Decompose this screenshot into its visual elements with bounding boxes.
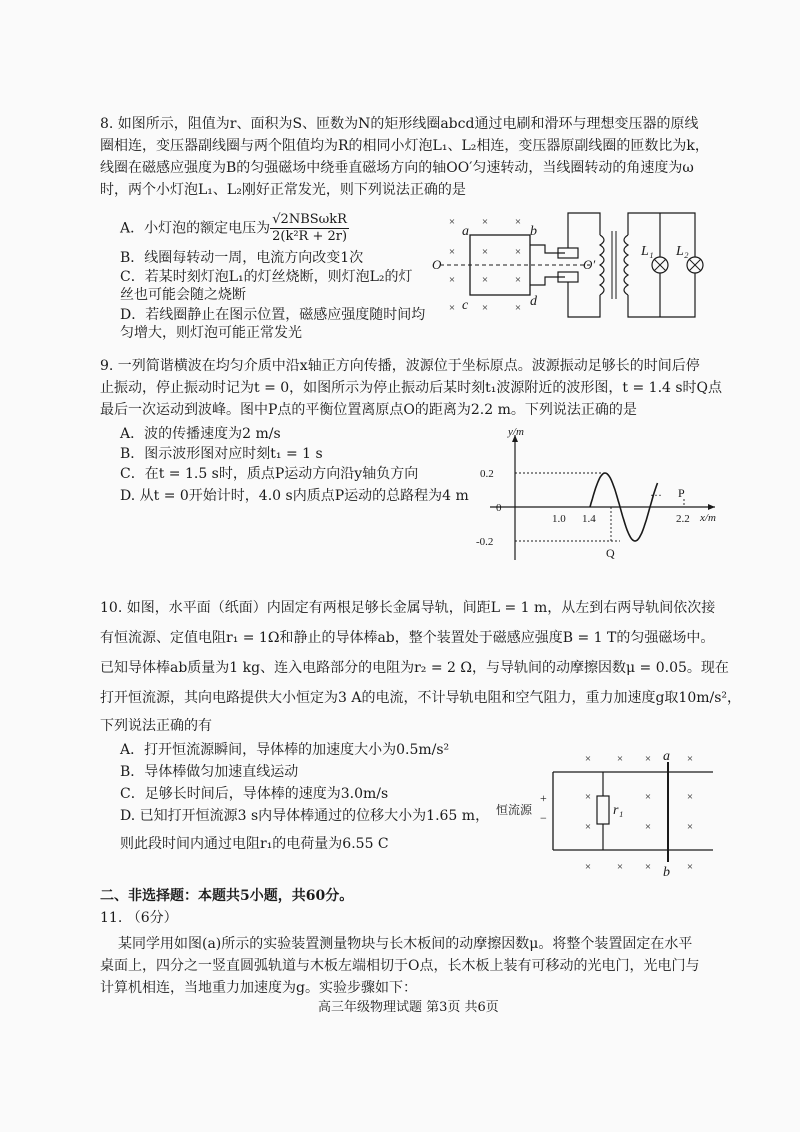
q10-label-r1: r₁ (613, 803, 624, 818)
field-cross: × (616, 861, 624, 873)
q8-stem-line-1: 8. 如图所示，阻值为r、面积为S、匝数为N的矩形线圈abcd通过电刷和滑环与理想变压器的原线 (100, 116, 699, 132)
q10-plus: + (540, 791, 547, 805)
q8-stem-line-3: 线圈在磁感应强度为B的匀强磁场中绕垂直磁场方向的轴OO′匀速转动，当线圈转动的角速度为ω (100, 160, 694, 176)
q10-option-a: A．打开恒流源瞬间，导体棒的加速度大小为0.5m/s² (120, 742, 450, 758)
section-2-heading: 二、非选择题：本题共5小题，共60分。 (100, 888, 354, 904)
q9-option-a: A．波的传播速度为2 m/s (120, 426, 281, 442)
q10-stem-line-3: 已知导体棒ab质量为1 kg、连入电路部分的电阻为r₂ = 2 Ω，与导轨间的动摩擦因数μ = 0.05。现在 (100, 660, 729, 676)
q9-stem-line-1: 9. 一列简谐横波在均匀介质中沿x轴正方向传播，波源位于坐标原点。波源振动足够长的时间后停 (100, 358, 700, 374)
wave-y-tick-0: 0 (496, 502, 502, 514)
q8-option-c-line-2: 丝也可能会随之烧断 (120, 287, 246, 303)
q8-label-c: c (462, 298, 469, 313)
field-cross: × (686, 791, 694, 803)
q10-stem-line-2: 有恒流源、定值电阻r₁ = 1Ω和静止的导体棒ab，整个装置处于磁感应强度B = 1 T的匀强磁场中。 (100, 630, 715, 646)
field-cross: × (448, 274, 456, 286)
q10-option-b: B．导体棒做匀加速直线运动 (120, 764, 299, 780)
q10-minus: − (540, 811, 547, 825)
q8-label-l2: L₂ (676, 244, 689, 259)
q10-source-label: 恒流源 (496, 803, 533, 817)
field-cross: × (448, 302, 456, 314)
wave-y-tick-0.2: 0.2 (480, 468, 494, 480)
q8-option-a-numerator: √2NBSωkR (270, 212, 349, 229)
q10-option-d-line-1: D. 已知打开恒流源3 s内导体棒通过的位移大小为1.65 m， (120, 808, 490, 824)
q8-option-d-line-1: D．若线圈静止在图示位置，磁感应强度随时间均 (120, 307, 426, 323)
wave-point-q: Q (606, 546, 615, 560)
q11-body-line-3: 计算机相连，当地重力加速度为g。实验步骤如下： (100, 980, 417, 996)
field-cross: × (514, 274, 522, 286)
q8-option-a-fraction (270, 212, 349, 245)
field-cross: × (481, 216, 489, 228)
q8-lead-top (530, 245, 565, 253)
field-cross: × (481, 274, 489, 286)
wave-y-label: y/m (508, 426, 524, 438)
q8-option-c-line-1: C．若某时刻灯泡L₁的灯丝烧断，则灯泡L₂的灯 (120, 269, 413, 285)
field-cross: × (644, 821, 652, 833)
q8-label-d: d (530, 294, 537, 309)
q8-label-o: O (432, 257, 442, 272)
q11-body-line-1: 某同学用如图(a)所示的实验装置测量物块与长木板间的动摩擦因数μ。将整个装置固定在水平 (118, 936, 693, 952)
q10-stem-line-4: 打开恒流源，其向电路提供大小恒定为3 A的电流，不计导轨电阻和空气阻力，重力加速度g取10m/s²， (100, 690, 742, 706)
q10-label-a: a (663, 749, 670, 764)
field-cross: × (616, 753, 624, 765)
field-cross: × (686, 753, 694, 765)
field-cross: × (644, 861, 652, 873)
q8-label-b: b (530, 224, 537, 239)
q8-option-d-line-2: 匀增大，则灯泡可能正常发光 (120, 325, 302, 341)
field-cross: × (448, 216, 456, 228)
page-footer: 高三年级物理试题 第3页 共6页 (318, 1000, 499, 1015)
q10-option-c: C．足够长时间后，导体棒的速度为3.0m/s (120, 786, 389, 802)
q11-body-line-2: 桌面上，四分之一竖直圆弧轨道与木板左端相切于O点，长木板上装有可移动的光电门，光电门与 (100, 958, 700, 974)
wave-point-p: P (678, 486, 685, 500)
q8-label-o-prime: O′ (583, 257, 596, 272)
field-cross: × (514, 302, 522, 314)
q8-stem-line-2: 圈相连，变压器副线圈与两个阻值均为R的相同小灯泡L₁、L₂相连，变压器原副线圈的匝数比为k， (100, 138, 709, 154)
q10-option-d-line-2: 则此段时间内通过电阻r₁的电荷量为6.55 C (120, 836, 389, 852)
q8-option-a-denominator: 2(k²R + 2r) (272, 229, 348, 244)
wave-x-axis-arrow (708, 504, 715, 510)
wave-x-tick-1.4: 1.4 (582, 513, 596, 525)
field-cross: × (584, 821, 592, 833)
field-cross: × (448, 246, 456, 258)
q10-stem-line-5: 下列说法正确的有 (100, 718, 212, 734)
q8-label-l1: L₁ (641, 244, 654, 259)
q9-stem-line-3: 最后一次运动到波峰。图中P点的平衡位置离原点O的距离为2.2 m。下列说法正确的是 (100, 402, 637, 418)
q8-option-a-prefix: A．小灯泡的额定电压为 (120, 220, 271, 237)
q10-resistor-r1 (597, 796, 609, 824)
field-cross: × (514, 216, 522, 228)
field-cross: × (644, 753, 652, 765)
field-cross: × (686, 821, 694, 833)
wave-x-tick-1.0: 1.0 (552, 513, 566, 525)
q10-stem-line-1: 10. 如图，水平面（纸面）内固定有两根足够长金属导轨，间距L = 1 m，从左到右两导轨间依次接 (100, 600, 716, 616)
q8-secondary-coil (624, 235, 628, 295)
q8-option-b: B．线圈每转动一周，电流方向改变1次 (120, 250, 364, 266)
wave-x-label: x/m (700, 512, 716, 524)
q8-option-a (120, 212, 349, 245)
field-cross: × (481, 246, 489, 258)
q8-circuit-figure (432, 205, 710, 325)
q9-option-b: B．图示波形图对应时刻t₁ = 1 s (120, 446, 323, 462)
q9-wave-chart (470, 425, 730, 565)
q9-stem-line-2: 止振动，停止振动时记为t = 0，如图所示为停止振动后某时刻t₁波源附近的波形图，t = 1.4 s时Q点 (100, 380, 723, 396)
q8-primary-coil (600, 235, 604, 295)
wave-y-tick-neg0.2: -0.2 (476, 536, 494, 548)
q10-rail-figure (496, 749, 718, 880)
q9-option-d: D. 从t = 0开始计时，4.0 s内质点P运动的总路程为4 m (120, 488, 469, 504)
q8-lead-bottom (530, 277, 565, 285)
field-cross: × (584, 791, 592, 803)
q8-stem-line-4: 时，两个小灯泡L₁、L₂刚好正常发光，则下列说法正确的是 (100, 182, 466, 198)
q9-option-c: C．在t = 1.5 s时，质点P运动方向沿y轴负方向 (120, 466, 419, 482)
wave-dots: ··· (650, 488, 662, 502)
field-cross: × (584, 861, 592, 873)
q8-wire-primary-top (568, 213, 600, 248)
q10-label-b: b (663, 865, 670, 880)
wave-x-tick-2.2: 2.2 (676, 513, 690, 525)
q8-wire-primary-bottom (568, 282, 600, 317)
field-cross: × (686, 861, 694, 873)
field-cross: × (514, 246, 522, 258)
q8-label-a: a (462, 224, 469, 239)
q11-header: 11. （6分） (100, 910, 178, 926)
field-cross: × (584, 753, 592, 765)
field-cross: × (481, 302, 489, 314)
field-cross: × (644, 791, 652, 803)
